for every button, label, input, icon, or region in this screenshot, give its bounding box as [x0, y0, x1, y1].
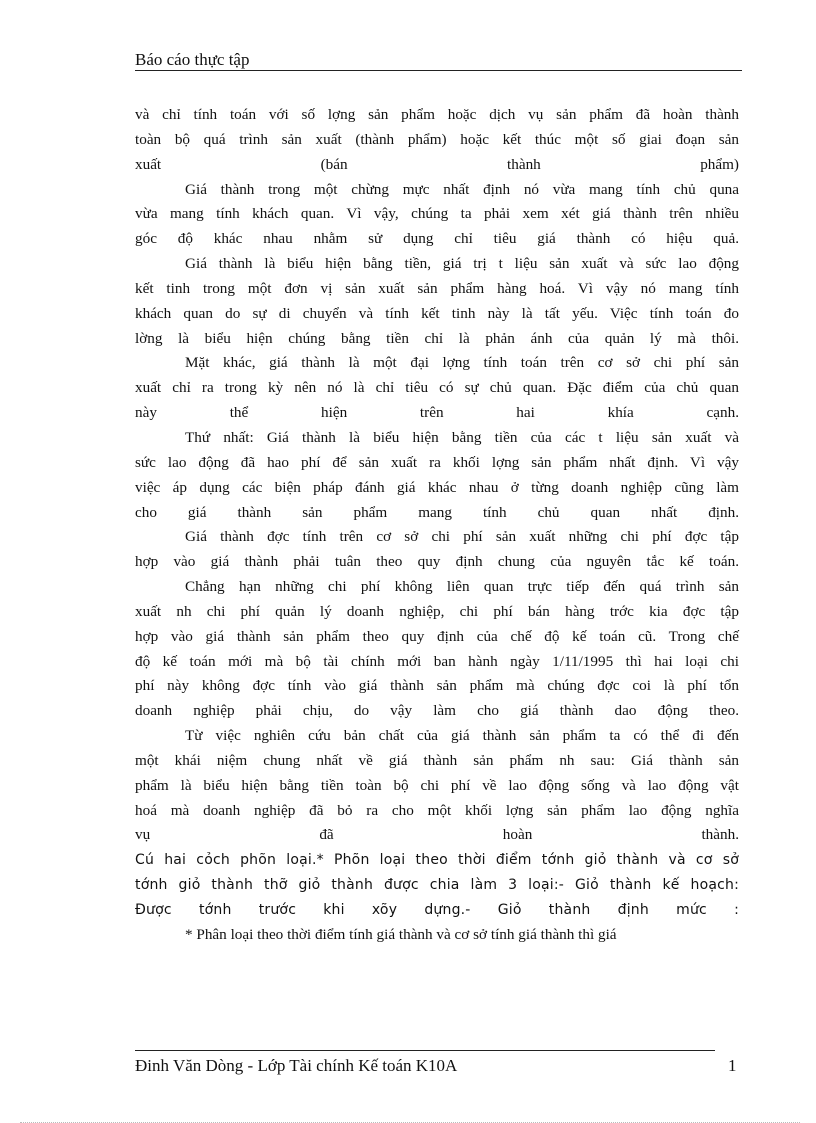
body-line: Giá thành trong một chừng mực nhất định nó vừa mang tính chủ quna [185, 180, 739, 198]
page-header-title: Báo cáo thực tập [135, 50, 250, 69]
body-line: khách quan do sự di chuyển và tính kết tinh này là tất yếu. Việc tính toán đo [135, 304, 739, 322]
body-line: cho giá thành sản phẩm mang tính chủ quan nhất định. [135, 503, 739, 521]
body-line: Từ việc nghiên cứu bản chất của giá thành sản phẩm ta có thể đi đến [185, 727, 739, 745]
body-line: một khái niệm chung nhất về giá thành sản phẩm nh sau: Giá thành sản [135, 751, 739, 769]
body-line: góc độ khác nhau nhằm sử dụng chỉ tiêu giá thành có hiệu quả. [135, 230, 739, 248]
body-line: Chẳng hạn những chi phí không liên quan trực tiếp đến quá trình sản [185, 578, 739, 596]
body-line: hợp vào giá thành phải tuân theo quy định chung của nguyên tắc kế toán. [135, 553, 739, 571]
body-line: vụ đã hoàn thành. [135, 826, 739, 844]
body-line: xuất chỉ ra trong kỳ nên nó là chỉ tiêu có sự chủ quan. Đặc điểm của chủ quan [135, 379, 739, 397]
body-line: phẩm là biểu hiện bằng tiền toàn bộ chi phí về lao động sống và lao động vật [135, 776, 739, 794]
body-line: kết tinh trong một đơn vị sản xuất sản phẩm hàng hoá. Vì vậy nó mang tính [135, 279, 739, 297]
footer-divider [135, 1050, 715, 1051]
body-line: * Phân loại theo thời điểm tính giá thành và cơ sở tính giá thành thì giá [185, 925, 617, 943]
body-line: vừa mang tính khách quan. Vì vậy, chúng ta phải xem xét giá thành trên nhiều [135, 205, 739, 223]
body-line: việc áp dụng các biện pháp đánh giá khác nhau ở từng doanh nghiệp cũng làm [135, 478, 739, 496]
body-line: này thể hiện trên hai khía cạnh. [135, 404, 739, 422]
body-line: xuất nh chi phí quản lý doanh nghiệp, chi phí bán hàng trớc kia đợc tập [135, 602, 739, 620]
body-line: hợp vào giá thành sản phẩm theo quy định của chế độ kế toán cũ. Trong chế [135, 627, 739, 645]
body-line: sức lao động đã hao phí để sản xuất ra khối lợng sản phẩm nhất định. Vì vậy [135, 453, 739, 471]
body-line: doanh nghiệp phải chịu, do vậy làm cho giá thành dao động theo. [135, 702, 739, 720]
body-line: Giá thành là biểu hiện bằng tiền, giá trị t liệu sản xuất và sức lao động [185, 255, 739, 273]
body-line: Thứ nhất: Giá thành là biểu hiện bằng tiền của các t liệu sản xuất và [185, 428, 739, 446]
header-divider [135, 70, 742, 71]
footer-author: Đinh Văn Dòng - Lớp Tài chính Kế toán K10A [135, 1056, 458, 1075]
body-line: Được tớnh trước khi xõy dựng.- Giỏ thành định mức : [135, 902, 739, 918]
body-line: phí này không đợc tính vào giá thành sản phẩm mà chúng đợc coi là phí tổn [135, 677, 739, 695]
body-line: xuất (bán thành phẩm) [135, 155, 739, 173]
body-line: độ kế toán mới mà bộ tài chính mới ban hành ngày 1/11/1995 thì hai loại chi [135, 652, 739, 670]
document-body [135, 103, 739, 948]
body-line: toàn bộ quá trình sản xuất (thành phẩm) hoặc kết thúc một số giai đoạn sản [135, 130, 739, 148]
body-line: và chỉ tính toán với số lợng sản phẩm hoặc dịch vụ sản phẩm đã hoàn thành [135, 106, 739, 123]
body-line: Mặt khác, giá thành là một đại lợng tính toán trên cơ sở chi phí sản [185, 354, 739, 372]
page-number: 1 [728, 1056, 737, 1075]
body-line: hoá mà doanh nghiệp đã bỏ ra cho một khối lợng sản phẩm lao động nghĩa [135, 801, 739, 819]
body-line: lờng là biểu hiện chúng bằng tiền chỉ là phản ánh của quản lý mà thôi. [135, 329, 739, 347]
body-line: tớnh giỏ thành thỡ giỏ thành được chia làm 3 loại:- Giỏ thành kế hoạch: [135, 877, 739, 894]
body-line: Cú hai cỏch phõn loại.* Phõn loại theo thời điểm tớnh giỏ thành và cơ sở [135, 852, 739, 869]
body-line: Giá thành đợc tính trên cơ sở chi phí sản xuất những chi phí đợc tập [185, 528, 739, 546]
